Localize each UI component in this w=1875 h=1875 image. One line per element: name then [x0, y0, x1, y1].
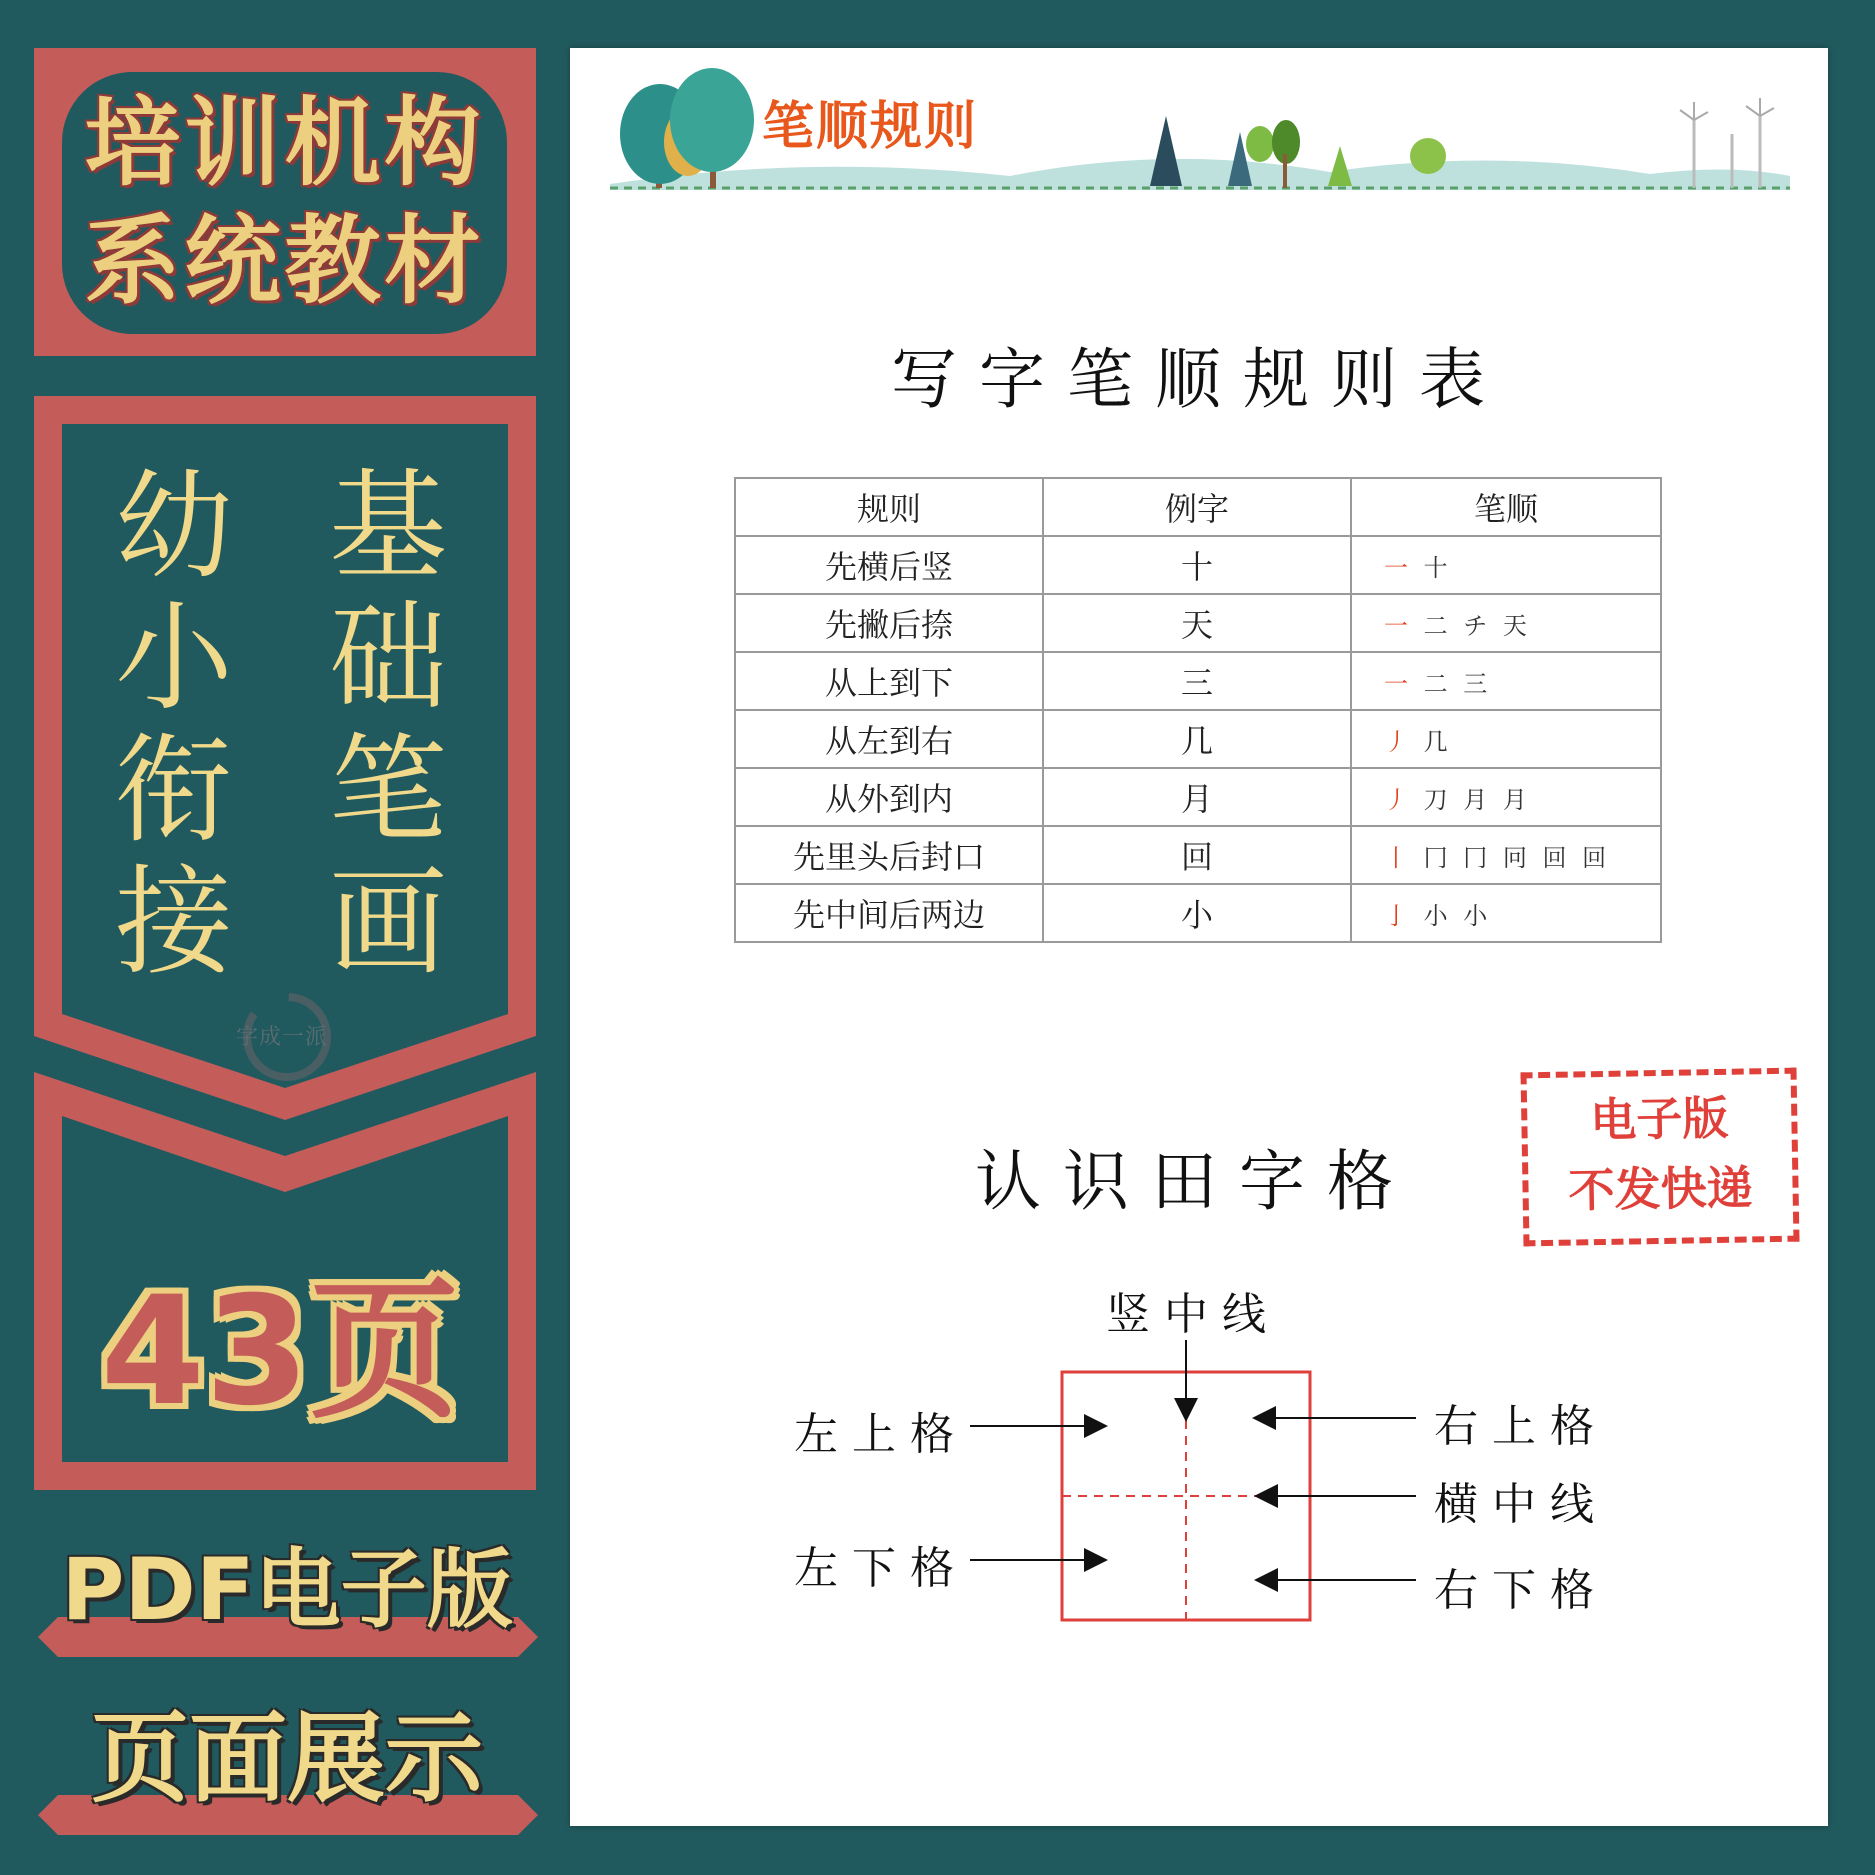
- column-header: 规则: [735, 478, 1043, 536]
- column-char: 础: [328, 589, 447, 727]
- label-bottom-left: 左下格: [794, 1543, 968, 1594]
- rule-cell: 先横后竖: [735, 536, 1043, 594]
- order-cell: [1351, 826, 1661, 884]
- column-char: 小: [114, 589, 233, 727]
- rule-cell: 从左到右: [735, 710, 1043, 768]
- example-cell: 三: [1043, 652, 1351, 710]
- column-header: 例字: [1043, 478, 1351, 536]
- section-header-title: 笔顺规则: [762, 97, 979, 157]
- stroke-order-table: [734, 477, 1662, 943]
- first-stroke: 一: [1384, 611, 1412, 640]
- rule-cell: 从上到下: [735, 652, 1043, 710]
- stroke-sequence: 二 三: [1423, 669, 1492, 698]
- first-stroke: 亅: [1384, 901, 1412, 930]
- page-count: 43页: [100, 1265, 460, 1439]
- format-label: PDF电子版: [61, 1540, 513, 1640]
- stamp-line-1: 电子版: [1589, 1090, 1729, 1148]
- table-row: [735, 536, 1661, 594]
- title-column-right: [318, 457, 458, 991]
- first-stroke: 一: [1384, 553, 1412, 582]
- label-vertical-center: 竖中线: [1106, 1289, 1280, 1340]
- stroke-sequence: 小 小: [1423, 901, 1492, 930]
- label-top-left: 左上格: [794, 1409, 968, 1460]
- stamp-line-2: 不发快递: [1568, 1160, 1754, 1218]
- order-cell: [1351, 710, 1661, 768]
- table-title: 写字笔顺规则表: [891, 341, 1507, 418]
- example-cell: 十: [1043, 536, 1351, 594]
- stroke-sequence: 几: [1423, 727, 1452, 756]
- stroke-sequence: 十: [1423, 553, 1452, 582]
- banner-line-2: 系统教材: [84, 204, 485, 317]
- column-char: 画: [328, 853, 447, 991]
- table-row: [735, 652, 1661, 710]
- stroke-sequence: 冂 冂 冋 回 回: [1423, 843, 1611, 872]
- column-char: 笔: [328, 721, 447, 859]
- showcase-label: 页面展示: [90, 1702, 483, 1816]
- order-cell: [1351, 536, 1661, 594]
- rule-cell: 先中间后两边: [735, 884, 1043, 942]
- table-row: [735, 710, 1661, 768]
- table-header-row: [735, 478, 1661, 536]
- first-stroke: 丨: [1384, 843, 1412, 872]
- column-char: 基: [328, 457, 447, 595]
- first-stroke: 丿: [1384, 785, 1412, 814]
- table-row: [735, 826, 1661, 884]
- rule-cell: 先撇后捺: [735, 594, 1043, 652]
- stroke-sequence: 二 チ 天: [1423, 611, 1531, 640]
- label-bottom-right: 右下格: [1434, 1565, 1608, 1616]
- brand-banner-inner: [62, 72, 507, 334]
- table-row: [735, 594, 1661, 652]
- label-horizontal-center: 横中线: [1434, 1479, 1608, 1530]
- brand-logo-text: 字成一派: [236, 1025, 329, 1050]
- title-column-left: [104, 457, 244, 991]
- order-cell: [1351, 884, 1661, 942]
- order-cell: [1351, 594, 1661, 652]
- column-header: 笔顺: [1351, 478, 1661, 536]
- rule-cell: 先里头后封口: [735, 826, 1043, 884]
- digital-edition-stamp: [1521, 1068, 1800, 1247]
- example-cell: 几: [1043, 710, 1351, 768]
- example-cell: 小: [1043, 884, 1351, 942]
- table-row: [735, 768, 1661, 826]
- order-cell: [1351, 768, 1661, 826]
- rule-cell: 从外到内: [735, 768, 1043, 826]
- banner-line-1: 培训机构: [84, 86, 485, 199]
- grid-section-title: 认识田字格: [975, 1143, 1415, 1220]
- example-cell: 月: [1043, 768, 1351, 826]
- column-char: 幼: [114, 457, 233, 595]
- example-cell: 天: [1043, 594, 1351, 652]
- table-row: [735, 884, 1661, 942]
- order-cell: [1351, 652, 1661, 710]
- first-stroke: 一: [1384, 669, 1412, 698]
- column-char: 接: [114, 853, 233, 991]
- first-stroke: 丿: [1384, 727, 1412, 756]
- example-cell: 回: [1043, 826, 1351, 884]
- stroke-sequence: 刀 月 月: [1423, 785, 1531, 814]
- column-char: 衔: [114, 721, 233, 859]
- label-top-right: 右上格: [1434, 1401, 1608, 1452]
